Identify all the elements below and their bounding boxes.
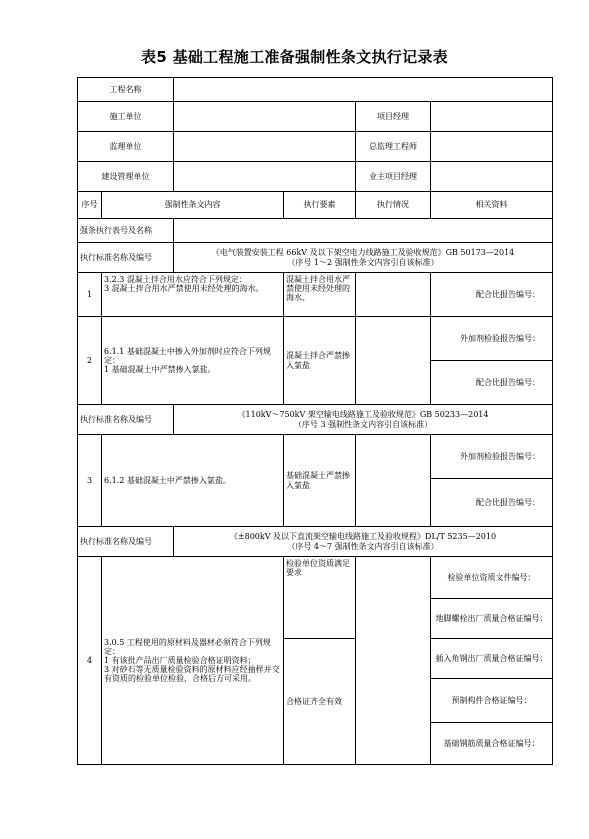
row-4-doc-4: 预制构件合格证编号： [431,679,553,723]
row-1-requirement: 混凝土拌合用水严禁使用未经处理的海水、 [284,273,356,317]
project-manager-label: 项目经理 [356,102,431,132]
table-row [78,317,553,361]
col-requirement: 执行要素 [284,192,356,219]
row-3-doc-1: 外加剂检验报告编号： [431,435,553,479]
row-2-content: 6.1.1 基础混凝土中掺入外加剂时应符合下列规定： 1 基础混凝土中严禁掺入氯盐。 [102,317,284,405]
standard-3 [174,527,553,557]
row-supervision-unit [78,132,553,162]
row-4-requirement-a: 检验单位资质满足要求 [284,557,356,639]
owner-project-manager-value[interactable] [431,162,553,192]
row-4-doc-1: 检验单位资质文件编号： [431,557,553,599]
standard-1-line1: 《电气装置安装工程 66kV 及以下架空电力线路施工及验收规范》GB 50173—2014 [211,247,515,257]
row-4-doc-5: 基础钢筋质量合格证编号： [431,723,553,765]
owner-unit-value[interactable] [174,162,356,192]
row-2-requirement: 混凝土拌合严禁掺入氯盐 [284,317,356,405]
col-seq: 序号 [78,192,102,219]
row-standard-3 [78,527,553,557]
row-1-status[interactable] [356,273,431,317]
row-table-name [78,219,553,243]
row-4-doc-2: 地脚螺栓出厂质量合格证编号： [431,599,553,639]
project-name-value[interactable] [174,78,553,102]
col-docs: 相关资料 [431,192,553,219]
project-name-label: 工程名称 [78,78,174,102]
row-3-doc-2: 配合比报告编号： [431,479,553,527]
row-4-content: 3.0.5 工程使用的原材料及器材必须符合下列规定： 1 有该批产品出厂质量检验合格证明资料； 3 对砂石等无质量检验资料的原材料应经抽样并交有资质的检验单位检验，合格后方可采用。 [102,557,284,765]
standard-3-line2: （序号 4～7 强制性条文内容引自该标准） [287,541,439,551]
std-label-2: 执行标准名称及编号 [78,405,174,435]
row-1-seq: 1 [78,273,102,317]
table-row [78,273,553,317]
page-title: 表5 基础工程施工准备强制性条文执行记录表 [141,48,448,66]
standard-1 [174,243,553,273]
table-name-label: 强条执行表号及名称 [78,219,174,243]
construction-unit-value[interactable] [174,102,356,132]
chief-supervisor-label: 总监理工程师 [356,132,431,162]
supervision-unit-label: 监理单位 [78,132,174,162]
col-content: 强制性条文内容 [102,192,284,219]
row-standard-2 [78,405,553,435]
row-2-doc-1: 外加剂检验报告编号： [431,317,553,361]
row-2-doc-2: 配合比报告编号： [431,361,553,405]
table-name-value[interactable] [174,219,553,243]
row-3-requirement: 基础混凝土严禁掺入氯盐 [284,435,356,527]
row-project-name [78,78,553,102]
row-owner-unit [78,162,553,192]
row-4-requirement-b: 合格证齐全有效 [284,639,356,765]
standard-2-line2: （序号 3 强制性条文内容引自该标准） [293,419,433,429]
std-label-1: 执行标准名称及编号 [78,243,174,273]
row-3-seq: 3 [78,435,102,527]
std-label-3: 执行标准名称及编号 [78,527,174,557]
standard-1-line2: （序号 1～2 强制性条文内容引自该标准） [287,257,439,267]
standard-3-line1: 《±800kV 及以下直流架空输电线路施工及验收规程》DL/T 5235—2010 [229,531,497,541]
construction-unit-label: 施工单位 [78,102,174,132]
row-2-seq: 2 [78,317,102,405]
row-4-status[interactable] [356,557,431,765]
column-header-row [78,192,553,219]
supervision-unit-value[interactable] [174,132,356,162]
standard-2-line1: 《110kV～750kV 架空输电线路施工及验收规范》GB 50233—2014 [237,409,489,419]
table-row [78,557,553,599]
record-table [77,77,553,765]
row-3-content: 6.1.2 基础混凝土中严禁掺入氯盐。 [102,435,284,527]
row-2-status[interactable] [356,317,431,405]
row-4-doc-3: 插入角钢出厂质量合格证编号： [431,639,553,679]
row-1-doc-1: 配合比报告编号： [431,273,553,317]
col-status: 执行情况 [356,192,431,219]
chief-supervisor-value[interactable] [431,132,553,162]
row-3-status[interactable] [356,435,431,527]
row-standard-1 [78,243,553,273]
row-construction-unit [78,102,553,132]
table-row [78,435,553,479]
row-1-content: 3.2.3 混凝土拌合用水应符合下列规定： 3 混凝土拌合用水严禁使用未经处理的海水。 [102,273,284,317]
row-4-seq: 4 [78,557,102,765]
standard-2 [174,405,553,435]
owner-project-manager-label: 业主项目经理 [356,162,431,192]
owner-unit-label: 建设管理单位 [78,162,174,192]
project-manager-value[interactable] [431,102,553,132]
